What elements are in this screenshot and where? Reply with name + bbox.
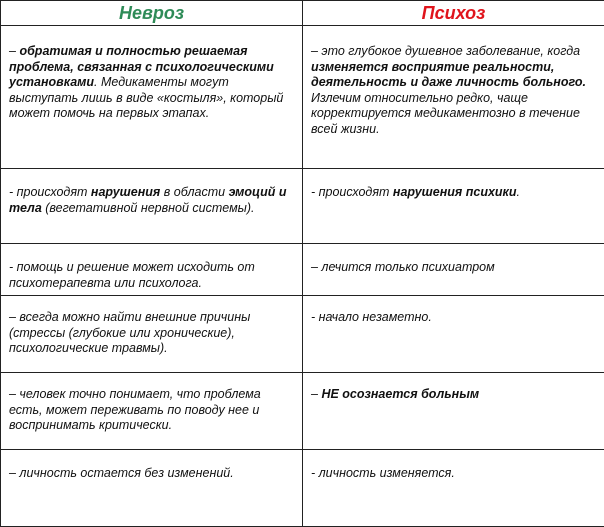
emphasis-text: обратимая и полностью решаемая проблема, связанная с психологическими установками bbox=[9, 44, 274, 89]
text-run: – человек точно понимает, что проблема есть, может переживать по поводу нее и воспринимать критически. bbox=[9, 387, 261, 432]
psychosis-cell bbox=[303, 450, 604, 486]
table-row bbox=[1, 296, 604, 373]
emphasis-text: НЕ осознается больным bbox=[321, 387, 479, 401]
text-run: – bbox=[9, 44, 19, 58]
emphasis-text: изменяется восприятие реальности, деятельность и даже личность больного. bbox=[311, 60, 586, 90]
text-run: . Медикаменты могут выступать лишь в виде «костыля», который может помочь на первых этапах. bbox=[9, 75, 283, 120]
table-row bbox=[1, 26, 604, 169]
header-psychosis: Психоз bbox=[303, 1, 604, 26]
table-row bbox=[1, 373, 604, 450]
text-run: – личность остается без изменений. bbox=[9, 466, 234, 480]
text-run: Излечим относительно редко, чаще корректируется медикаментозно в течение всей жизни. bbox=[311, 91, 580, 136]
emphasis-text: нарушения bbox=[91, 185, 160, 199]
neurosis-cell bbox=[1, 244, 302, 295]
emphasis-text: нарушения психики bbox=[393, 185, 517, 199]
text-run: (вегетативной нервной системы). bbox=[42, 201, 255, 215]
table-row bbox=[1, 244, 604, 296]
psychosis-cell bbox=[303, 296, 604, 330]
emphasis-text: эмоций и тела bbox=[9, 185, 287, 215]
psychosis-cell bbox=[303, 169, 604, 205]
neurosis-cell bbox=[1, 296, 302, 361]
text-run: - помощь и решение может исходить от психотерапевта или психолога. bbox=[9, 260, 255, 290]
text-run: в области bbox=[160, 185, 228, 199]
neurosis-cell bbox=[1, 373, 302, 438]
table-row bbox=[1, 450, 604, 527]
text-run: – всегда можно найти внешние причины (стрессы (глубокие или хронические), психологические травмы). bbox=[9, 310, 250, 355]
table-row bbox=[1, 169, 604, 244]
header-neurosis: Невроз bbox=[1, 1, 303, 26]
neurosis-cell bbox=[1, 450, 302, 486]
neurosis-cell bbox=[1, 26, 302, 126]
psychosis-cell bbox=[303, 373, 604, 407]
text-run: - личность изменяется. bbox=[311, 466, 455, 480]
text-run: - происходят bbox=[9, 185, 91, 199]
text-run: . bbox=[517, 185, 520, 199]
neurosis-cell bbox=[1, 169, 302, 220]
text-run: - начало незаметно. bbox=[311, 310, 432, 324]
text-run: – это глубокое душевное заболевание, когда bbox=[311, 44, 580, 58]
text-run: - происходят bbox=[311, 185, 393, 199]
psychosis-cell bbox=[303, 244, 604, 280]
psychosis-cell bbox=[303, 26, 604, 141]
text-run: – bbox=[311, 387, 321, 401]
header-row bbox=[1, 1, 604, 26]
text-run: – лечится только психиатром bbox=[311, 260, 495, 274]
